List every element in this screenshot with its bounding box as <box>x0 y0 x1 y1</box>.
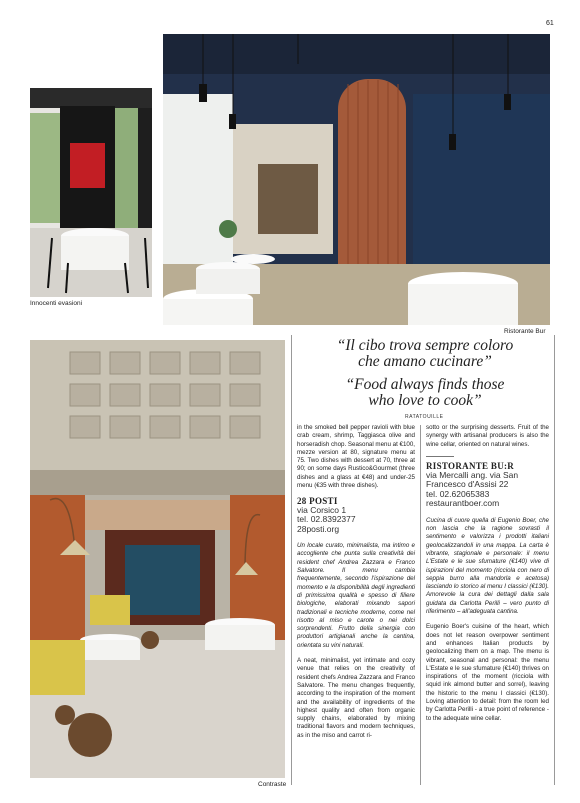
photo-contraste <box>30 340 285 778</box>
restaurant-name: 28 POSTI <box>297 496 338 507</box>
photo-ristorante-bur <box>163 34 550 325</box>
caption-innocenti-evasioni: Innocenti evasioni <box>30 300 83 307</box>
restaurant-address-1: via Corsico 1 <box>297 504 347 515</box>
restaurant-28-posti <box>297 497 415 534</box>
restaurant-bur <box>426 462 549 508</box>
column-divider-middle <box>420 425 421 785</box>
photo-innocenti-evasioni <box>30 88 152 297</box>
restaurant-address-1: via Mercalli ang. via San <box>426 469 519 480</box>
column-2 <box>426 424 549 730</box>
quote-english-line-1: “Food always finds those <box>345 376 505 393</box>
restaurant-website: 28posti.org <box>297 523 340 534</box>
restaurant-name: RISTORANTE BU:R <box>426 461 515 472</box>
caption-ristorante-bur: Ristorante Bur <box>504 328 546 335</box>
page-number: 61 <box>546 20 554 27</box>
review-english: Eugenio Boer's cuisine of the heart, which does not let reason overpower sentiment and enhances Italian products by geolocalizing them on a map. The menu is vibrant, seasonal and personal: the menu L'Estate e le sue sfumature (€140) thrives on inspirations of the moment (ricciola with squid ink almond butter and sorrel), leaving the historic to the menu I classici (€130). Loving attention to detail: from the room led by Carlotta Perilli - a true point of reference - to the adequate wine cellar. <box>426 623 549 722</box>
column-divider-left <box>291 335 292 785</box>
quote-english <box>300 377 550 409</box>
quote-source: RATATOUILLE <box>405 414 444 420</box>
quote-italian-line-1: “Il cibo trova sempre coloro <box>336 337 514 354</box>
restaurant-website: restaurantboer.com <box>426 498 500 509</box>
quote-italian-line-2: che amano cucinare” <box>358 353 492 370</box>
review-english: A neat, minimalist, yet intimate and cozy venue that relies on the creativity of resident chefs Andrea Zazzara and Franco Salvatore. The menu changes frequently, according to the inspiration of the moment and the availability of ingredients of the highest quality and often from organic supply chains, elaborated by mixing traditional flavors and modern techniques, as in the miso and carrot ri- <box>297 657 415 739</box>
separator-rule <box>426 456 454 457</box>
caption-contraste: Contraste <box>258 781 287 788</box>
column-2-intro: sotto or the surprising desserts. Fruit of the synergy with artisanal producers is also the wine cellar, oriented on natural wines. <box>426 424 549 448</box>
review-italian: Un locale curato, minimalista, ma intimo e accogliente che punta sulla creatività dei resident chef Andrea Zazzara e Franco Salvatore. Il menu cambia frequentemente, secondo l'ispirazione del momento e la disponibilità degli ingredienti di primissima qualità e spesso di filiere biologiche, elaborati mixando sapori tradizionali e tecniche moderne, come nel risotto al miso e carote o nei dolci sorprendenti. Frutto della sinergia con produttori artigianali anche la cantina, orientata su vini naturali. <box>297 542 415 649</box>
column-divider-right <box>554 335 555 785</box>
restaurant-address-2: Francesco d'Assisi 22 <box>426 479 509 490</box>
column-1-intro: in the smoked bell pepper ravioli with blue crab cream, shrimp, Taggiasca olive and horseradish chop. Seasonal menu at €100, mezze version at 80, signature menu at 75. Two dishes with dessert at 70, three at 90; on some days Rustico&Gourmet (three dishes and a glass at €48) and under-25 menu (€35 with three dishes). <box>297 424 415 490</box>
restaurant-phone: tel. 02.8392377 <box>297 514 356 525</box>
quote-english-line-2: who love to cook” <box>368 392 482 409</box>
review-italian: Cucina di cuore quella di Eugenio Boer, che non lascia che la ragione sovrasti il sentimento e valorizza i prodotti italiani geolocalizzandoli in una mappa. La carta è vibrante, stagionale e personale: il menu L'Estate e le sue sfumature (€140) vive di ispirazioni del momento (ricciola con nero di seppia burro alla mandorla e acetosa) lasciando lo storico al menu I classici (€130). Amorevole la cura dei dettagli dalla sala guidata da Carlotta Perilli – vero punto di riferimento – all'adeguata cantina. <box>426 516 549 616</box>
quote-italian <box>300 338 550 370</box>
column-1 <box>297 424 415 747</box>
restaurant-phone: tel. 02.62065383 <box>426 488 490 499</box>
